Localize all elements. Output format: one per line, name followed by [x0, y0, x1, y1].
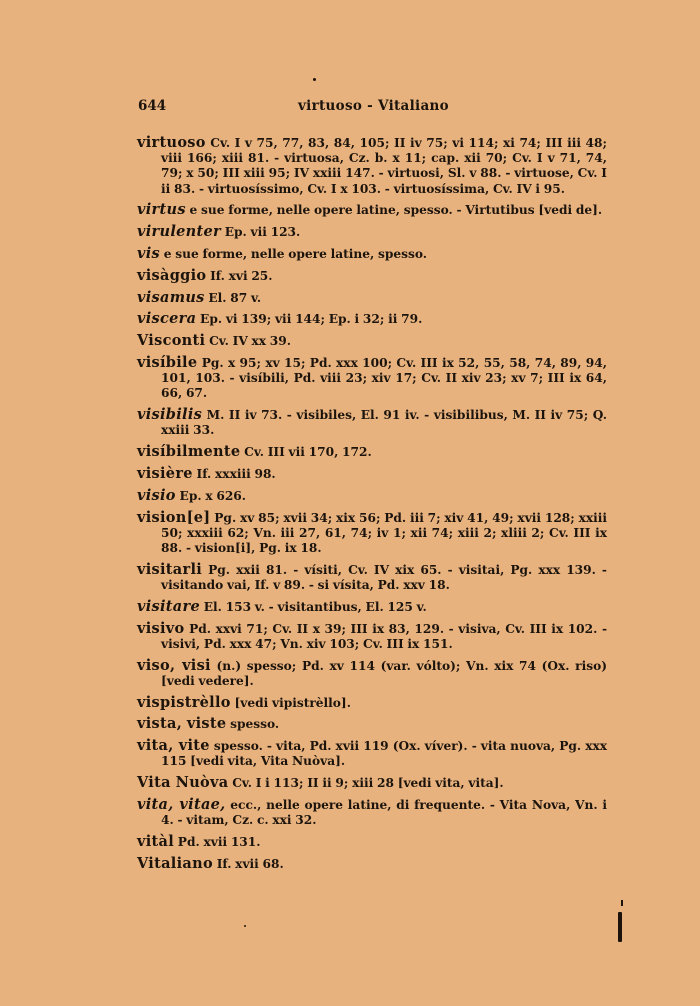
entry-text: [vedi vipistrèllo].	[234, 695, 351, 710]
entry-text: M. II iv 73. - visibiles, El. 91 iv. - visibilibus, M. II iv 75; Q. xxiii 33.	[161, 408, 607, 438]
entry-headword: vision[e]	[137, 508, 211, 526]
entry	[137, 407, 607, 438]
entry-headword: visibilis	[137, 406, 203, 424]
entry-text: spesso. - vita, Pd. xvii 119 (Ox. víver). - vita nuova, Pg. xxx 115 [vedi vita, Vita Nuòva].	[161, 739, 607, 769]
entry-text: If. xvii 68.	[216, 856, 284, 871]
entry-headword: viso, visi	[137, 656, 211, 674]
entry	[137, 797, 607, 828]
entry-text: spesso.	[230, 717, 280, 732]
entry-text: ecc., nelle opere latine, di frequente. - Vita Nova, Vn. i 4. - vitam, Cz. c. xxi 32.	[161, 797, 607, 828]
entry	[137, 621, 607, 652]
entry-text: If. xxxiii 98.	[196, 466, 276, 481]
entry-text: Ep. x 626.	[179, 488, 247, 503]
entry-text: Pg. xxii 81. - vísiti, Cv. IV xix 65. - visitai, Pg. xxx 139. - visitando vai, If. v 89. - si vísita, Pd. xxv 18.	[161, 562, 607, 592]
page-number: 644	[138, 98, 167, 114]
entry-text: Cv. III vii 170, 172.	[244, 445, 372, 460]
page-header	[138, 98, 602, 118]
entry	[137, 738, 607, 769]
entry-text: (n.) spesso; Pd. xv 114 (var. vólto); Vn. xix 74 (Ox. riso) [vedi vedere].	[161, 658, 607, 688]
entry	[137, 834, 607, 850]
entry-text: Pd. xxvi 71; Cv. II x 39; III ix 83, 129. - visiva, Cv. III ix 102. - visivi, Pd. xxx 47; Vn. xiv 103; Cv. III ix 151.	[161, 621, 607, 651]
entry	[137, 311, 607, 327]
entry-text: El. 153 v. - visitantibus, El. 125 v.	[203, 599, 427, 614]
entry-text: Pg. xv 85; xvii 34; xix 56; Pd. iii 7; xiv 41, 49; xvii 128; xxiii 50; xxxiii 62; Vn. iii 27, 61, 74; iv 1; xii 74; xiii 2; xliii 2; Cv. III ix 88. - vision[i], Pg. ix 18.	[161, 510, 607, 555]
entry-headword: Vita Nuòva	[137, 774, 229, 792]
entry-text: Pg. x 95; xv 15; Pd. xxx 100; Cv. III ix 52, 55, 58, 74, 89, 94, 101, 103. - visíbili, Pd. viii 23; xiv 17; Cv. II xiv 23; xv 7; III ix 64, 66, 67.	[161, 355, 607, 401]
entry	[137, 135, 607, 197]
entry	[137, 562, 607, 593]
entry-headword: virulenter	[137, 223, 221, 241]
entry	[137, 599, 607, 615]
entry-headword: visière	[137, 464, 193, 482]
entry	[137, 658, 607, 689]
entry-text: Pd. xvii 131.	[177, 834, 261, 849]
entry-text: Cv. I v 75, 77, 83, 84, 105; II iv 75; vi 114; xi 74; III iii 48; viii 166; xiii 81. - virtuosa, Cz. b. x 11; cap. xii 70; Cv. I v 71, 74, 79; x 50; III xiii 95; IV xxiii 147. - virtuosi, Sl. v 88. - virtuose, Cv. I ii 83. - virtuosíssimo, Cv. I x 103. - virtuosíssima, Cv. IV i 95.	[161, 136, 607, 196]
entry	[137, 246, 607, 262]
entry	[137, 268, 607, 284]
entry-headword: visàggio	[137, 266, 207, 284]
entry	[137, 290, 607, 306]
entry-text: Ep. vii 123.	[224, 225, 301, 240]
page-edge-mark	[618, 912, 622, 942]
entry-headword: visíbile	[137, 353, 198, 371]
entry	[137, 856, 607, 872]
page-edge-mark	[621, 900, 623, 906]
entry-headword: vista, viste	[137, 715, 227, 733]
entry-headword: vita, vitae,	[137, 795, 226, 813]
entry	[137, 510, 607, 557]
entry	[137, 716, 607, 732]
entry	[137, 488, 607, 504]
entry-text: e sue forme, nelle opere latine, spesso. - Virtutibus [vedi de].	[189, 203, 603, 218]
entry-headword: Visconti	[137, 332, 206, 350]
entry	[137, 444, 607, 460]
entry-headword: visamus	[137, 288, 205, 306]
entry	[137, 202, 607, 218]
entry-text: Ep. vi 139; vii 144; Ep. i 32; ii 79.	[200, 312, 423, 327]
entry-headword: vispistrèllo	[137, 693, 231, 711]
entry-text: Cv. IV xx 39.	[209, 334, 291, 349]
entry-headword: visíbilmente	[137, 443, 241, 461]
entry	[137, 466, 607, 482]
entry-headword: vis	[137, 245, 160, 262]
scan-speck	[313, 78, 316, 81]
entry-text: Cv. I i 113; II ii 9; xiii 28 [vedi vita, vita].	[232, 776, 504, 791]
entry	[137, 224, 607, 240]
entry	[137, 333, 607, 349]
entry-text: If. xvi 25.	[210, 268, 273, 283]
entry-headword: visio	[137, 486, 176, 504]
entry-headword: virtus	[137, 201, 186, 219]
entry	[137, 695, 607, 711]
entry	[137, 355, 607, 402]
entry-headword: vitàl	[137, 832, 175, 850]
entry-headword: visivo	[137, 619, 185, 637]
entry	[137, 775, 607, 791]
entry-headword: visitare	[137, 597, 200, 615]
entry-headword: Vitaliano	[137, 854, 213, 872]
entry-headword: visitarli	[137, 560, 203, 578]
entry-list	[137, 135, 607, 878]
entry-headword: viscera	[137, 310, 197, 328]
entry-headword: vita, vite	[137, 737, 210, 755]
entry-text: e sue forme, nelle opere latine, spesso.	[163, 247, 427, 261]
scan-speck	[244, 925, 246, 927]
running-head: virtuoso - Vitaliano	[298, 98, 449, 114]
entry-text: El. 87 v.	[208, 290, 262, 305]
entry-headword: virtuoso	[137, 134, 206, 151]
